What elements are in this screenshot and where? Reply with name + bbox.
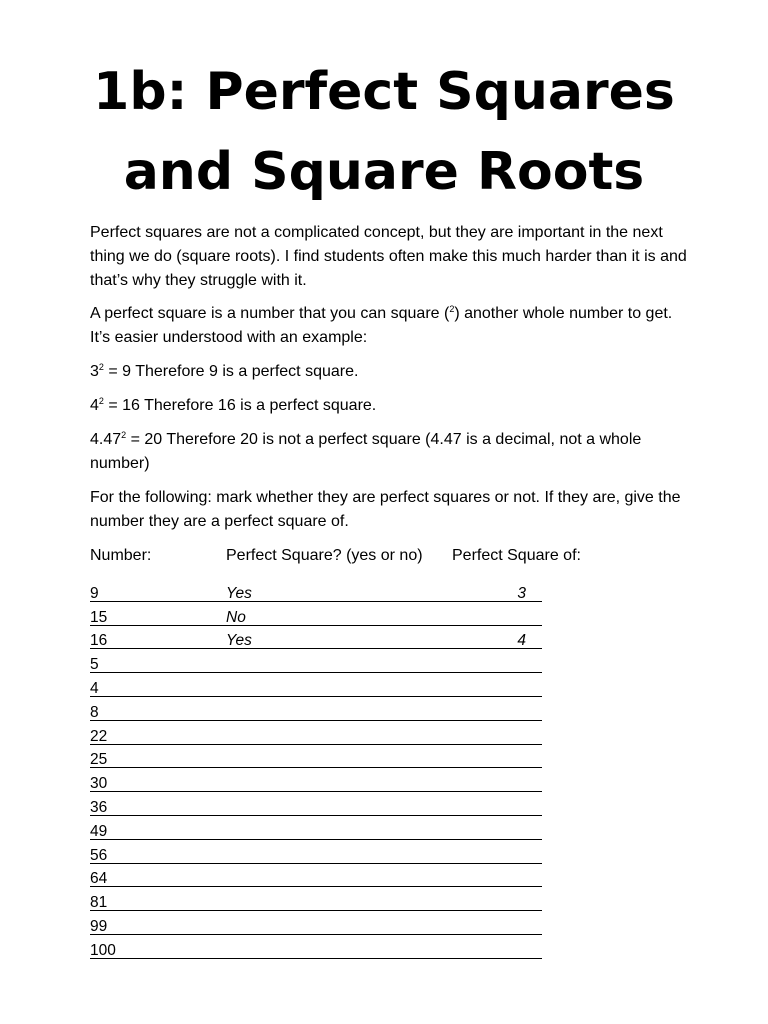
row-number: 49 xyxy=(90,822,108,840)
row-square-of: 3 xyxy=(517,584,526,602)
header-square-of: Perfect Square of: xyxy=(452,547,581,564)
row-number: 36 xyxy=(90,798,108,816)
table-row[interactable] xyxy=(90,792,542,816)
table-row[interactable] xyxy=(90,745,542,769)
definition-after: ) another whole number to get. It’s easier understood with an example: xyxy=(90,305,673,346)
answer-table xyxy=(90,578,542,959)
row-number: 5 xyxy=(90,656,99,674)
row-number: 56 xyxy=(90,846,108,864)
table-row[interactable] xyxy=(90,911,542,935)
row-number: 4 xyxy=(90,679,99,697)
row-number: 15 xyxy=(90,608,108,626)
row-number: 16 xyxy=(90,632,108,650)
row-answer: Yes xyxy=(226,632,252,650)
table-row[interactable] xyxy=(90,697,542,721)
instructions-paragraph: For the following: mark whether they are perfect squares or not. If they are, give the number they are a perfect square of. xyxy=(90,489,681,530)
row-answer: No xyxy=(226,608,246,626)
table-row[interactable] xyxy=(90,626,542,650)
table-row[interactable] xyxy=(90,768,542,792)
page-title xyxy=(0,52,768,212)
header-perfect-square: Perfect Square? (yes or no) xyxy=(226,547,423,564)
row-number: 9 xyxy=(90,584,99,602)
example-2: $4^2 = 16$ Therefore 16 is a perfect square. xyxy=(90,396,377,414)
row-number: 30 xyxy=(90,775,108,793)
intro-paragraph: Perfect squares are not a complicated concept, but they are important in the next thing we do (square roots). I find students often make this much harder than it is and that’s why they struggle with it. xyxy=(90,224,687,289)
example-1: $3^2 = 9$ Therefore 9 is a perfect square. xyxy=(90,362,359,380)
title-line-1: 1b: Perfect Squares xyxy=(93,62,675,122)
example-3: $4.47^2 = 20$ Therefore 20 is not a perfect square (4.47 is a decimal, not a whole number) xyxy=(90,430,642,472)
row-number: 64 xyxy=(90,870,108,888)
row-square-of: 4 xyxy=(517,632,526,650)
table-row[interactable] xyxy=(90,673,542,697)
table-row[interactable] xyxy=(90,935,542,959)
table-row[interactable] xyxy=(90,649,542,673)
row-answer: Yes xyxy=(226,584,252,602)
row-number: 81 xyxy=(90,894,108,912)
table-header xyxy=(90,544,690,568)
definition-before: A perfect square is a number that you can square ( xyxy=(90,305,450,322)
row-number: 100 xyxy=(90,941,116,959)
definition-superscript: 2 xyxy=(449,304,455,314)
row-number: 8 xyxy=(90,703,99,721)
table-row[interactable] xyxy=(90,840,542,864)
table-row[interactable] xyxy=(90,602,542,626)
row-number: 25 xyxy=(90,751,108,769)
row-number: 22 xyxy=(90,727,108,745)
table-row[interactable] xyxy=(90,816,542,840)
table-row[interactable] xyxy=(90,887,542,911)
title-line-2: and Square Roots xyxy=(123,142,645,202)
table-row[interactable] xyxy=(90,578,542,602)
table-row[interactable] xyxy=(90,864,542,888)
definition-paragraph xyxy=(90,302,690,350)
header-number: Number: xyxy=(90,547,152,564)
row-number: 99 xyxy=(90,917,108,935)
table-row[interactable] xyxy=(90,721,542,745)
